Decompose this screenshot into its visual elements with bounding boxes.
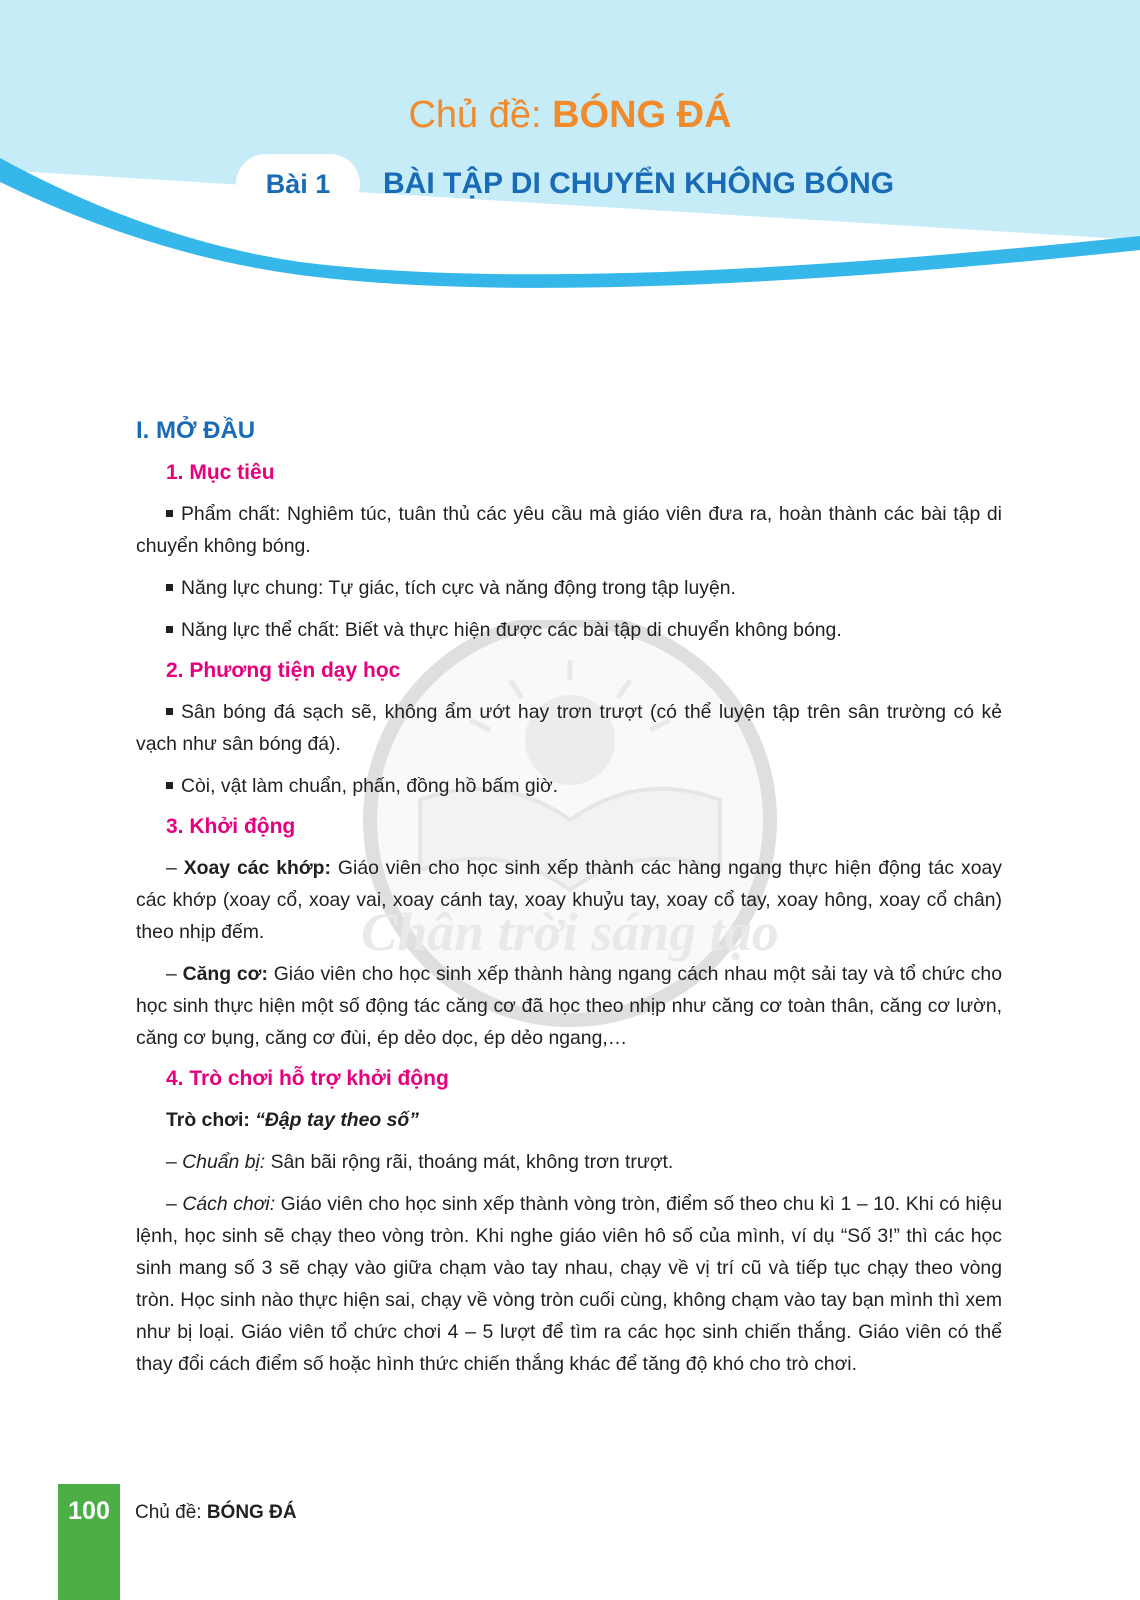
page-number: 100 <box>68 1497 110 1525</box>
bullet-icon <box>166 510 173 517</box>
warmup-heading: 3. Khởi động <box>166 815 296 838</box>
equipment-item: Sân bóng đá sạch sẽ, không ẩm ướt hay trơn trượt (có thể luyện tập trên sân trường có kẻ vạch như sân bóng đá). <box>136 701 1002 755</box>
watermark-text: Chân trời sáng tạo <box>361 902 779 962</box>
topic-title: Chủ đề: BÓNG ĐÁ <box>408 94 732 136</box>
equipment-heading: 2. Phương tiện dạy học <box>166 659 401 682</box>
footer-topic: Chủ đề: BÓNG ĐÁ <box>135 1502 297 1523</box>
goal-item: Năng lực thể chất: Biết và thực hiện được các bài tập di chuyển không bóng. <box>136 614 1002 646</box>
game-prep: – Chuẩn bị: Sân bãi rộng rãi, thoáng mát, không trơn trượt. <box>166 1151 674 1173</box>
lesson-label: Bài 1 <box>236 154 360 214</box>
section-heading: I. MỞ ĐẦU <box>136 417 256 444</box>
game-heading: 4. Trò chơi hỗ trợ khởi động <box>166 1067 449 1090</box>
bullet-icon <box>166 782 173 789</box>
header-wave <box>0 0 1140 300</box>
lesson-title: BÀI TẬP DI CHUYỂN KHÔNG BÓNG <box>383 167 895 200</box>
warmup-item: – Căng cơ: Giáo viên cho học sinh xếp thành hàng ngang cách nhau một sải tay và tổ chức cho học sinh thực hiện một số động tác căng cơ đã học theo nhịp như căng cơ toàn thân, căng cơ lườn, căng cơ bụng, căng cơ đùi, ép dẻo dọc, ép dẻo ngang,… <box>136 963 1002 1049</box>
game-name: Trò chơi: “Đập tay theo số” <box>166 1109 419 1131</box>
bullet-icon <box>166 708 173 715</box>
goal-item: Năng lực chung: Tự giác, tích cực và năng động trong tập luyện. <box>136 572 1002 604</box>
goals-heading: 1. Mục tiêu <box>166 461 275 484</box>
equipment-item: Còi, vật làm chuẩn, phấn, đồng hồ bấm giờ. <box>136 770 1002 802</box>
bullet-icon <box>166 584 173 591</box>
main-content <box>136 414 1002 1390</box>
warmup-item: – Xoay các khớp: Giáo viên cho học sinh xếp thành các hàng ngang thực hiện động tác xoay các khớp (xoay cổ, xoay vai, xoay cánh tay, xoay khuỷu tay, xoay cổ tay, xoay hông, xoay cổ chân) theo nhịp đếm. <box>136 857 1003 943</box>
bullet-icon <box>166 626 173 633</box>
goal-item: Phẩm chất: Nghiêm túc, tuân thủ các yêu cầu mà giáo viên đưa ra, hoàn thành các bài tập di chuyển không bóng. <box>136 503 1002 557</box>
game-rules: – Cách chơi: Giáo viên cho học sinh xếp thành vòng tròn, điểm số theo chu kì 1 – 10. Khi có hiệu lệnh, học sinh sẽ chạy theo vòng tròn. Khi nghe giáo viên hô số của mình, ví dụ “Số 3!” thì các học sinh mang số 3 sẽ chạy vào giữa chạm vào tay nhau, chạy về vị trí cũ và tiếp tục chạy theo vòng tròn. Học sinh nào thực hiện sai, chạy về vòng tròn cuối cùng, không chạm vào tay bạn mình thì xem như bị loại. Giáo viên tổ chức chơi 4 – 5 lượt để tìm ra các học sinh chiến thắng. Giáo viên có thể thay đổi cách điểm số hoặc hình thức chiến thắng khác để tăng độ khó cho trò chơi. <box>136 1193 1002 1375</box>
